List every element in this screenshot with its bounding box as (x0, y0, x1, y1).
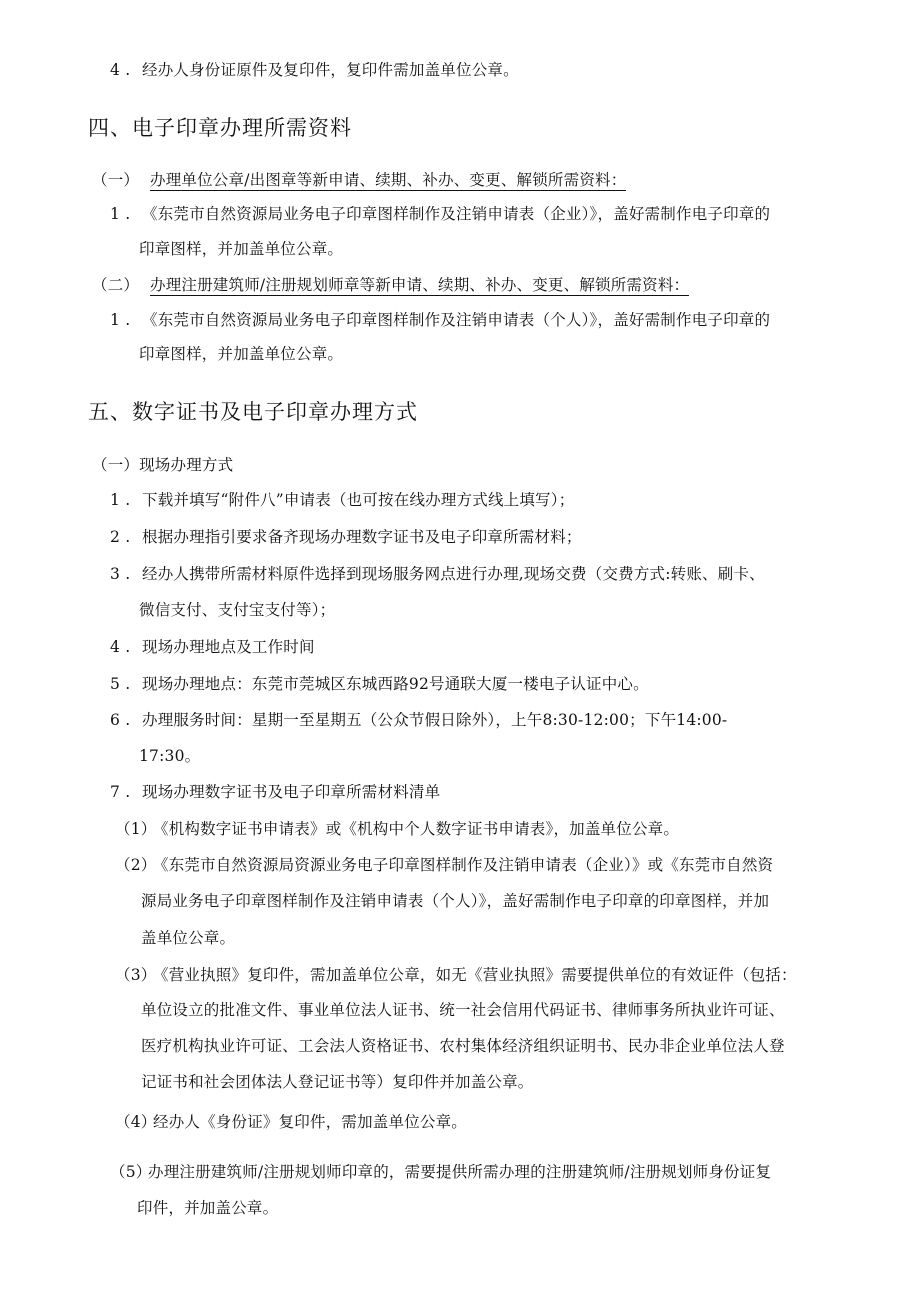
item-4-id-copy (110, 60, 519, 80)
item-text: 《东莞市自然资源局业务电子印章图样制作及注销申请表（企业）》，盖好需制作电子印章的 (142, 205, 771, 223)
onsite-item-6-cont: 17:30。 (139, 747, 201, 765)
section-heading-4: 四、电子印章办理所需资料 (88, 116, 352, 140)
subsection-2-title (92, 275, 689, 295)
item-number: 4 . (110, 61, 131, 79)
item-number: 1 . (110, 491, 131, 509)
item-text: 现场办理数字证书及电子印章所需材料清单 (142, 783, 441, 801)
onsite-method-title: （一）现场办理方式 (92, 456, 234, 474)
item-text: 现场办理地点及工作时间 (142, 638, 315, 656)
item-text: 经办人身份证原件及复印件，复印件需加盖单位公章。 (142, 61, 519, 79)
material-5-cont: 印件，并加盖公章。 (137, 1199, 279, 1217)
material-2 (115, 855, 773, 875)
material-number: （4） (115, 1113, 157, 1131)
material-3-cont-3: 记证书和社会团体法人登记证书等）复印件并加盖公章。 (141, 1073, 534, 1091)
subsection-text: 办理单位公章/出图章等新申请、续期、补办、变更、解锁所需资料： (150, 171, 627, 189)
onsite-item-2 (110, 527, 582, 547)
item-number: 7 . (110, 783, 131, 801)
material-number: （5） (110, 1163, 152, 1181)
item-text: 办理服务时间：星期一至星期五（公众节假日除外），上午8:30-12:00；下午14:00- (142, 711, 728, 729)
item-number: 4 . (110, 638, 131, 656)
onsite-item-3 (110, 564, 765, 584)
item-number: 5 . (110, 675, 131, 693)
item-text: 根据办理指引要求备齐现场办理数字证书及电子印章所需材料； (142, 528, 582, 546)
material-2-cont-2: 盖单位公章。 (141, 929, 236, 947)
item-text: 《东莞市自然资源局业务电子印章图样制作及注销申请表（个人）》，盖好需制作电子印章的 (142, 311, 771, 329)
material-5 (110, 1162, 771, 1182)
material-3 (115, 965, 797, 985)
section-heading-5: 五、数字证书及电子印章办理方式 (88, 400, 418, 424)
material-3-cont-1: 单位设立的批准文件、事业单位法人证书、统一社会信用代码证书、律师事务所执业许可证、 (141, 1001, 785, 1019)
item-number: 6 . (110, 711, 131, 729)
subsection-1-title (92, 170, 626, 190)
material-text: 经办人《身份证》复印件，需加盖单位公章。 (153, 1113, 468, 1131)
subsection-text: 办理注册建筑师/注册规划师章等新申请、续期、补办、变更、解锁所需资料： (150, 276, 690, 294)
item-number: 2 . (110, 528, 131, 546)
material-number: （1） (115, 820, 157, 838)
material-text: 《机构数字证书申请表》或《机构中个人数字证书申请表》，加盖单位公章。 (153, 820, 680, 838)
item-text: 经办人携带所需材料原件选择到现场服务网点进行办理,现场交费（交费方式:转账、刷卡、 (142, 565, 765, 583)
subsection-1-item-1-cont: 印章图样，并加盖单位公章。 (139, 240, 344, 258)
material-3-cont-2: 医疗机构执业许可证、工会法人资格证书、农村集体经济组织证明书、民办非企业单位法人登 (141, 1037, 785, 1055)
material-text: 办理注册建筑师/注册规划师印章的，需要提供所需办理的注册建筑师/注册规划师身份证复 (148, 1163, 772, 1181)
material-number: （2） (115, 856, 157, 874)
subsection-number: （一） (92, 171, 140, 189)
material-text: 《营业执照》复印件，需加盖单位公章，如无《营业执照》需要提供单位的有效证件（包括： (153, 966, 797, 984)
subsection-1-item-1 (110, 204, 770, 224)
material-number: （3） (115, 966, 157, 984)
onsite-item-7 (110, 782, 440, 802)
onsite-item-4 (110, 637, 315, 657)
material-1 (115, 819, 679, 839)
material-2-cont-1: 源局业务电子印章图样制作及注销申请表（个人）》，盖好需制作电子印章的印章图样，并加 (141, 892, 770, 910)
subsection-2-item-1 (110, 310, 770, 330)
onsite-item-5 (110, 674, 649, 694)
item-text: 下载并填写“附件八”申请表（也可按在线办理方式线上填写）； (142, 491, 575, 509)
item-text: 现场办理地点：东莞市莞城区东城西路92号通联大厦一楼电子认证中心。 (142, 675, 649, 693)
subsection-number: （二） (92, 276, 140, 294)
item-number: 1 . (110, 311, 131, 329)
onsite-item-6 (110, 710, 727, 730)
onsite-item-1 (110, 490, 574, 510)
item-number: 1 . (110, 205, 131, 223)
subsection-2-item-1-cont: 印章图样，并加盖单位公章。 (139, 345, 344, 363)
onsite-item-3-cont: 微信支付、支付宝支付等）； (139, 601, 336, 619)
material-4 (115, 1112, 467, 1132)
material-text: 《东莞市自然资源局资源业务电子印章图样制作及注销申请表（企业）》或《东莞市自然资 (153, 856, 774, 874)
item-number: 3 . (110, 565, 131, 583)
